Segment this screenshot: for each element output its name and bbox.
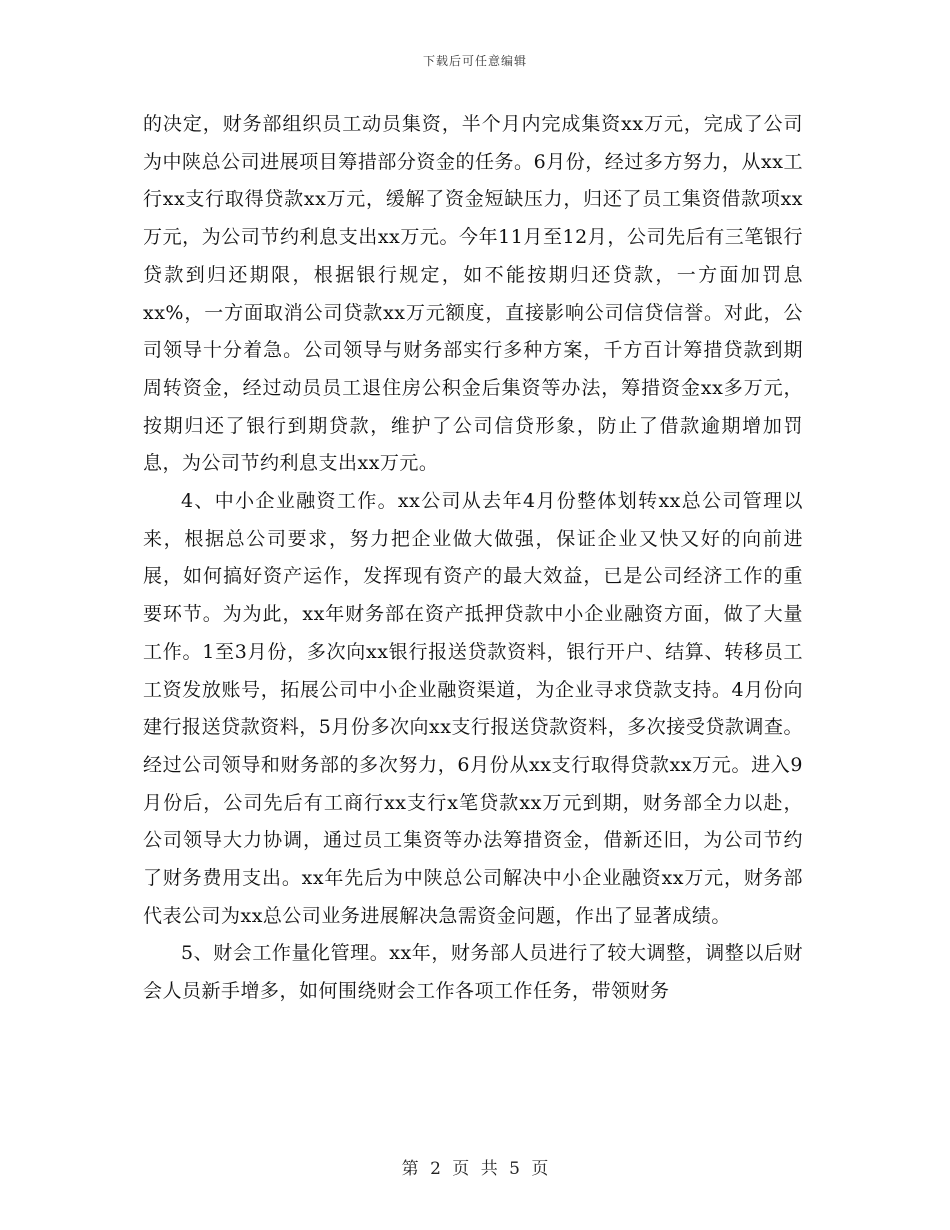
page-footer: 第 2 页 共 5 页 (401, 1159, 549, 1179)
paragraph-3: 5、财会工作量化管理。xx年，财务部人员进行了较大调整，调整以后财会人员新手增多，如何围绕财会工作各项工作任务，带领财务 (143, 942, 803, 1003)
paragraph-1: 的决定，财务部组织员工动员集资，半个月内完成集资xx万元，完成了公司为中陕总公司进展项目筹措部分资金的任务。6月份，经过多方努力，从xx工行xx支行取得贷款xx万元，缓解了资金短缺压力，归还了员工集资借款项xx万元，为公司节约利息支出xx万元。今年11月至12月，公司先后有三笔银行贷款到归还期限，根据银行规定，如不能按期归还贷款，一方面加罚息xx%，一方面取消公司贷款xx万元额度，直接影响公司信贷信誉。对此，公司领导十分着急。公司领导与财务部实行多种方案，千方百计筹措贷款到期周转资金，经过动员员工退住房公积金后集资等办法，筹措资金xx多万元，按期归还了银行到期贷款，维护了公司信贷形象，防止了借款逾期增加罚息，为公司节约利息支出xx万元。 (143, 113, 803, 475)
paragraph-2: 4、中小企业融资工作。xx公司从去年4月份整体划转xx总公司管理以来，根据总公司要求，努力把企业做大做强，保证企业又快又好的向前进展，如何搞好资产运作，发挥现有资产的最大效益，已是公司经济工作的重要环节。为为此，xx年财务部在资产抵押贷款中小企业融资方面，做了大量工作。1至3月份，多次向xx银行报送贷款资料，银行开户、结算、转移员工工资发放账号，拓展公司中小企业融资渠道，为企业寻求贷款支持。4月份向建行报送贷款资料，5月份多次向xx支行报送贷款资料，多次接受贷款调查。经过公司领导和财务部的多次努力，6月份从xx支行取得贷款xx万元。进入9月份后，公司先后有工商行xx支行x笔贷款xx万元到期，财务部全力以赴，公司领导大力协调，通过员工集资等办法筹措资金，借新还旧，为公司节约了财务费用支出。xx年先后为中陕总公司解决中小企业融资xx万元，财务部代表公司为xx总公司业务进展解决急需资金问题，作出了显著成绩。 (143, 490, 803, 927)
page-header: 下载后可任意编辑 (422, 54, 527, 68)
document-body (143, 106, 803, 1011)
